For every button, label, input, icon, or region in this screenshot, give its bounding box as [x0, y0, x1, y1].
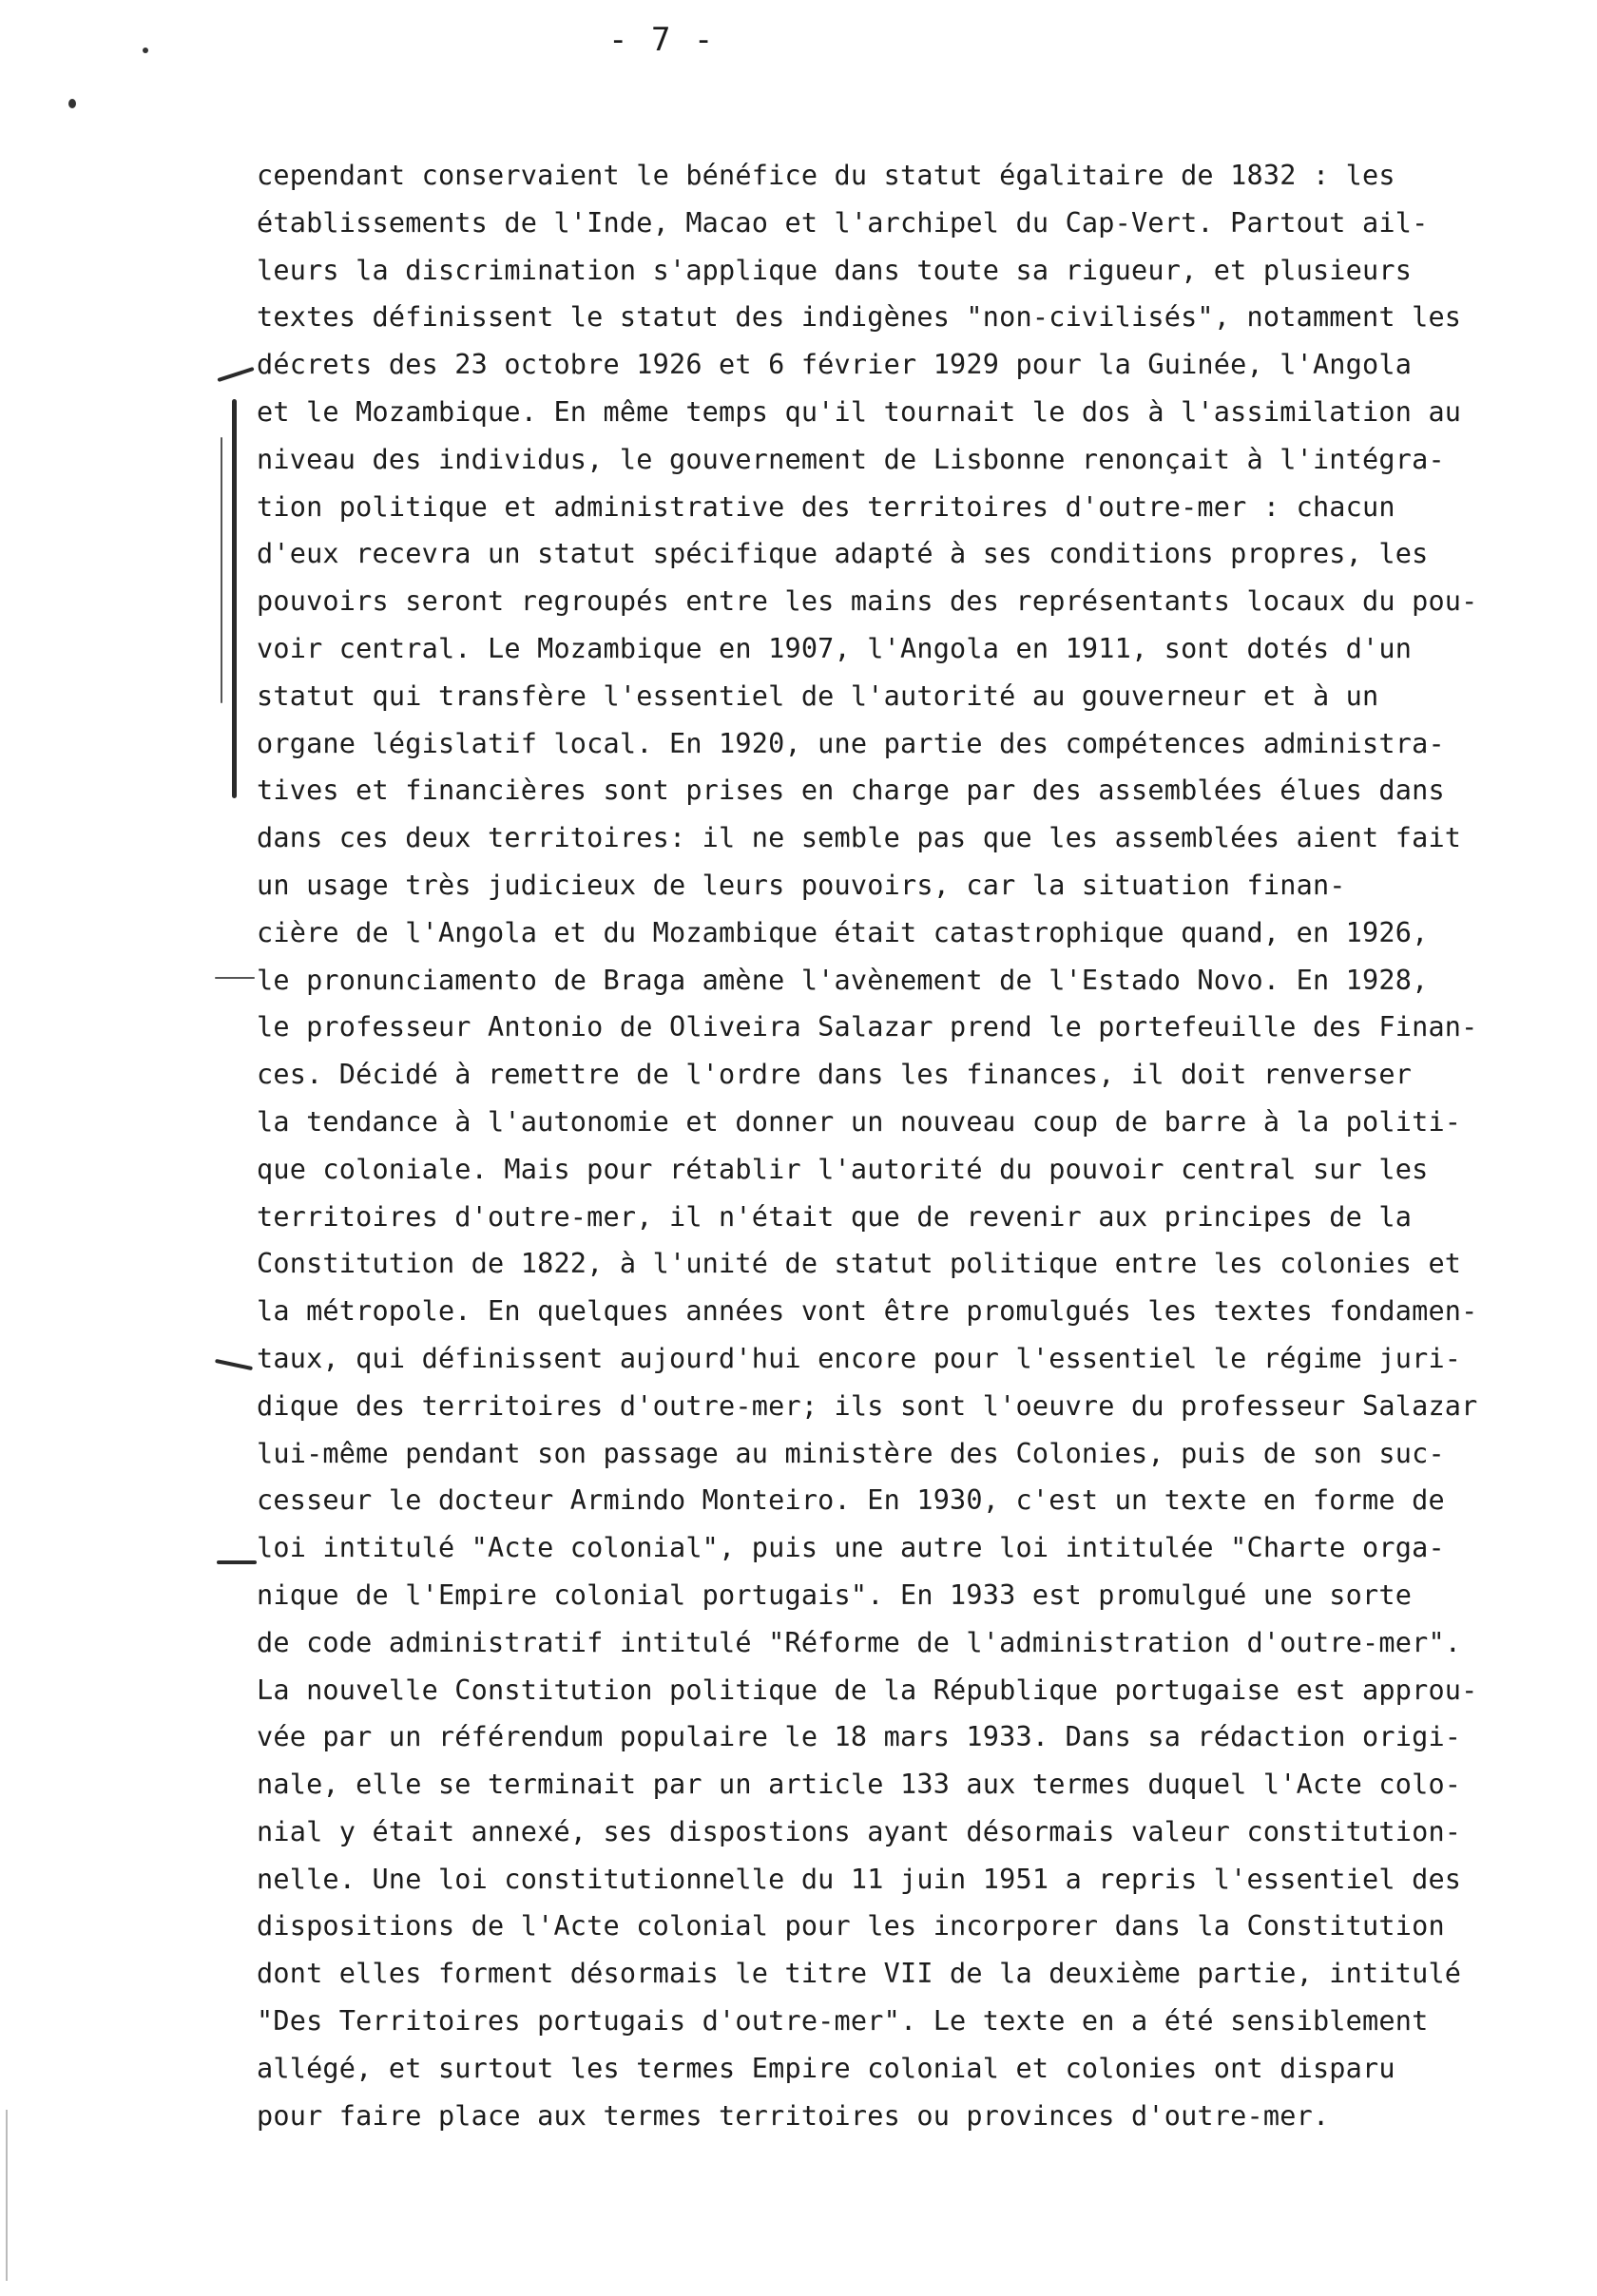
- margin-arrow-mark: [217, 1560, 257, 1564]
- text-line: allégé, et surtout les termes Empire colonial et colonies ont disparu: [257, 2052, 1395, 2084]
- text-line: cière de l'Angola et du Mozambique était catastrophique quand, en 1926,: [257, 916, 1429, 948]
- margin-vertical-bar: [221, 437, 222, 703]
- margin-arrow-mark: [217, 367, 254, 382]
- text-line: loi intitulé "Acte colonial", puis une autre loi intitulée "Charte orga-: [257, 1532, 1445, 1564]
- text-line: territoires d'outre-mer, il n'était que de revenir aux principes de la: [257, 1200, 1413, 1233]
- text-line: "Des Territoires portugais d'outre-mer". Le texte en a été sensiblement: [257, 2005, 1429, 2038]
- text-line: de code administratif intitulé "Réforme de l'administration d'outre-mer".: [257, 1626, 1462, 1658]
- text-line: lui-même pendant son passage au ministère des Colonies, puis de son suc-: [257, 1437, 1445, 1469]
- text-line: la métropole. En quelques années vont être promulgués les textes fondamen-: [257, 1295, 1478, 1328]
- margin-dot-mark: [143, 48, 148, 53]
- text-line: vée par un référendum populaire le 18 mars 1933. Dans sa rédaction origi-: [257, 1721, 1462, 1753]
- text-line: nique de l'Empire colonial portugais". En 1933 est promulgué une sorte: [257, 1578, 1413, 1611]
- text-line: La nouvelle Constitution politique de la République portugaise est approu-: [257, 1674, 1478, 1706]
- margin-arrow-mark: [215, 1359, 253, 1370]
- text-line: pour faire place aux termes territoires ou provinces d'outre-mer.: [257, 2099, 1330, 2132]
- text-line: et le Mozambique. En même temps qu'il tournait le dos à l'assimilation au: [257, 395, 1462, 428]
- text-line: tives et financières sont prises en charge par des assemblées élues dans: [257, 775, 1445, 807]
- text-line: Constitution de 1822, à l'unité de statut politique entre les colonies et: [257, 1248, 1462, 1280]
- text-line: la tendance à l'autonomie et donner un nouveau coup de barre à la politi-: [257, 1105, 1462, 1138]
- text-line: voir central. Le Mozambique en 1907, l'Angola en 1911, sont dotés d'un: [257, 632, 1413, 664]
- text-line: ces. Décidé à remettre de l'ordre dans les finances, il doit renverser: [257, 1059, 1413, 1091]
- text-line: dans ces deux territoires: il ne semble pas que les assemblées aient fait: [257, 822, 1462, 854]
- margin-vertical-bar: [232, 399, 237, 798]
- text-line: cependant conservaient le bénéfice du statut égalitaire de 1832 : les: [257, 160, 1395, 191]
- text-line: dispositions de l'Acte colonial pour les incorporer dans la Constitution: [257, 1910, 1445, 1942]
- text-line: nale, elle se terminait par un article 133 aux termes duquel l'Acte colo-: [257, 1769, 1462, 1801]
- text-line: dique des territoires d'outre-mer; ils sont l'oeuvre du professeur Salazar: [257, 1389, 1478, 1422]
- text-line: nial y était annexé, ses dispostions ayant désormais valeur constitution-: [257, 1815, 1462, 1847]
- text-line: dont elles forment désormais le titre VII de la deuxième partie, intitulé: [257, 1958, 1462, 1990]
- body-text: [257, 152, 1587, 2139]
- text-line: un usage très judicieux de leurs pouvoirs, car la situation finan-: [257, 869, 1346, 901]
- text-line: tion politique et administrative des territoires d'outre-mer : chacun: [257, 490, 1395, 523]
- text-line: nelle. Une loi constitutionnelle du 11 juin 1951 a repris l'essentiel des: [257, 1863, 1462, 1895]
- text-line: le pronunciamento de Braga amène l'avènement de l'Estado Novo. En 1928,: [257, 964, 1429, 996]
- text-line: établissements de l'Inde, Macao et l'archipel du Cap-Vert. Partout ail-: [257, 206, 1429, 239]
- text-line: leurs la discrimination s'applique dans toute sa rigueur, et plusieurs: [257, 254, 1413, 286]
- margin-arrow-mark: [215, 977, 255, 979]
- text-line: organe législatif local. En 1920, une partie des compétences administra-: [257, 727, 1445, 759]
- text-line: que coloniale. Mais pour rétablir l'autorité du pouvoir central sur les: [257, 1153, 1429, 1185]
- text-line: textes définissent le statut des indigènes "non-civilisés", notamment les: [257, 301, 1462, 334]
- text-line: taux, qui définissent aujourd'hui encore pour l'essentiel le régime juri-: [257, 1342, 1462, 1374]
- margin-dot-mark: [68, 99, 76, 108]
- scan-edge-mark: [6, 2110, 8, 2281]
- page-number: - 7 -: [608, 21, 716, 59]
- text-line: décrets des 23 octobre 1926 et 6 février 1929 pour la Guinée, l'Angola: [257, 349, 1413, 381]
- text-line: pouvoirs seront regroupés entre les mains des représentants locaux du pou-: [257, 585, 1478, 618]
- text-line: niveau des individus, le gouvernement de Lisbonne renonçait à l'intégra-: [257, 443, 1445, 475]
- text-line: statut qui transfère l'essentiel de l'autorité au gouverneur et à un: [257, 679, 1379, 712]
- text-line: d'eux recevra un statut spécifique adapté à ses conditions propres, les: [257, 538, 1429, 570]
- text-line: cesseur le docteur Armindo Monteiro. En 1930, c'est un texte en forme de: [257, 1484, 1445, 1517]
- text-line: le professeur Antonio de Oliveira Salazar prend le portefeuille des Finan-: [257, 1011, 1478, 1043]
